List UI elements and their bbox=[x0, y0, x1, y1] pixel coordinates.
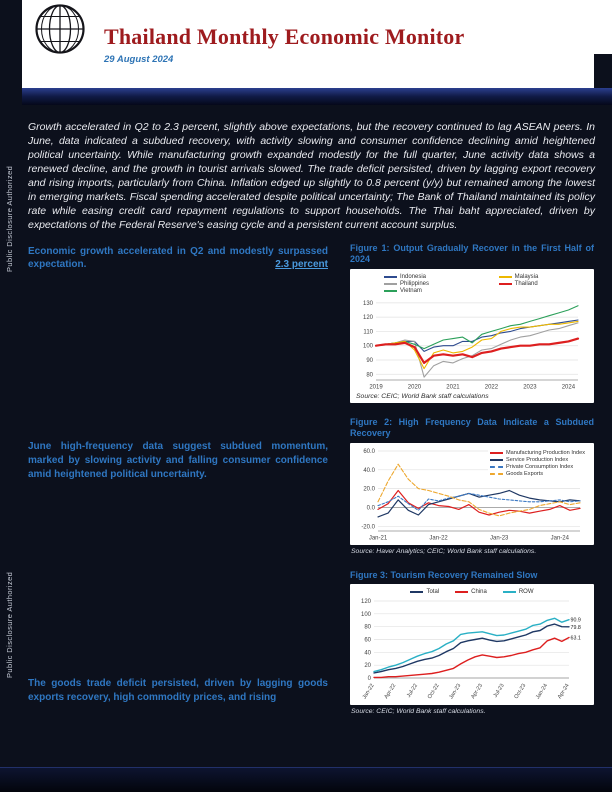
svg-text:2019: 2019 bbox=[369, 384, 383, 391]
legend-item-goods-exports bbox=[490, 471, 585, 477]
svg-text:Apr-24: Apr-24 bbox=[556, 683, 571, 701]
figure-3-plot bbox=[354, 596, 590, 703]
figure-3-source: Source: CEIC; World Bank staff calculations. bbox=[351, 708, 486, 716]
world-bank-logo bbox=[34, 3, 86, 60]
header-divider-bar bbox=[22, 88, 612, 105]
legend-item-total bbox=[410, 589, 439, 595]
legend-item-thailand bbox=[499, 281, 590, 287]
figure-1-legend bbox=[354, 272, 590, 296]
svg-text:2022: 2022 bbox=[484, 384, 499, 391]
legend-label: Philippines bbox=[400, 280, 430, 287]
figure-2 bbox=[350, 417, 594, 556]
svg-text:100: 100 bbox=[360, 612, 371, 619]
legend-swatch bbox=[384, 283, 397, 285]
svg-text:Jul-23: Jul-23 bbox=[492, 683, 506, 700]
legend-label: Total bbox=[426, 589, 440, 596]
figure-1-card bbox=[350, 269, 594, 403]
legend-item-service-production-index bbox=[490, 457, 585, 463]
figure-3 bbox=[350, 570, 594, 717]
svg-text:Oct-22: Oct-22 bbox=[426, 683, 441, 701]
page-title: Thailand Monthly Economic Monitor bbox=[104, 24, 465, 49]
svg-text:120: 120 bbox=[362, 314, 373, 321]
svg-text:Jan-22: Jan-22 bbox=[429, 535, 448, 542]
svg-text:0.0: 0.0 bbox=[366, 505, 375, 512]
legend-swatch bbox=[384, 276, 397, 278]
figure-3-legend bbox=[354, 587, 590, 596]
svg-text:2021: 2021 bbox=[446, 384, 460, 391]
series-end-label: 63.1 bbox=[570, 635, 581, 642]
svg-text:40.0: 40.0 bbox=[363, 467, 375, 474]
figure-1 bbox=[350, 243, 594, 403]
figure-3-card bbox=[350, 584, 594, 705]
figure-1-title: Figure 1: Output Gradually Recover in the First Half of 2024 bbox=[350, 242, 594, 265]
legend-swatch bbox=[490, 466, 503, 468]
svg-text:-20.0: -20.0 bbox=[361, 524, 375, 531]
legend-label: China bbox=[471, 589, 487, 596]
header-corner-block bbox=[594, 54, 612, 88]
svg-text:Jan-24: Jan-24 bbox=[535, 683, 550, 701]
svg-text:Jan-23: Jan-23 bbox=[448, 683, 463, 701]
header-text-block bbox=[104, 24, 464, 65]
svg-text:20: 20 bbox=[364, 663, 371, 670]
svg-text:90: 90 bbox=[366, 357, 373, 364]
legend-label: Private Consumption Index bbox=[506, 463, 574, 470]
svg-text:Jan-24: Jan-24 bbox=[550, 535, 569, 542]
disclosure-sidebar-text: Public Disclosure Authorized bbox=[5, 571, 14, 678]
growth-rate-link[interactable]: 2.3 percent bbox=[275, 259, 328, 271]
summary-high-frequency: June high-frequency data suggest subdued momentum, marked by slowing activity and falling consumer confidence amid heightened political uncertainty. bbox=[28, 441, 328, 480]
figure-2-legend bbox=[488, 449, 587, 478]
legend-item-manufacturing-production-index bbox=[490, 450, 585, 456]
svg-text:40: 40 bbox=[364, 650, 371, 657]
svg-text:120: 120 bbox=[360, 599, 371, 606]
page-content bbox=[0, 105, 612, 717]
legend-item-china bbox=[455, 589, 487, 595]
summary-trade-deficit: The goods trade deficit persisted, driven by lagging goods exports recovery, high commodity prices, and rising bbox=[28, 678, 328, 704]
chart-canvas bbox=[354, 296, 586, 392]
document-header bbox=[22, 0, 612, 88]
legend-item-indonesia bbox=[384, 274, 481, 280]
svg-text:0: 0 bbox=[367, 676, 371, 683]
legend-item-malaysia bbox=[499, 274, 590, 280]
svg-text:20.0: 20.0 bbox=[363, 486, 375, 493]
legend-label: Vietnam bbox=[400, 287, 422, 294]
legend-label: Indonesia bbox=[400, 273, 427, 280]
disclosure-sidebar-text: Public Disclosure Authorized bbox=[5, 165, 14, 272]
svg-text:Jan-21: Jan-21 bbox=[368, 535, 388, 542]
legend-item-row bbox=[503, 589, 534, 595]
series-end-label: 90.9 bbox=[570, 618, 581, 625]
legend-item-private-consumption-index bbox=[490, 464, 585, 470]
legend-swatch bbox=[503, 591, 516, 593]
legend-label: Malaysia bbox=[514, 273, 539, 280]
publication-date: 29 August 2024 bbox=[104, 54, 174, 65]
svg-text:Apr-22: Apr-22 bbox=[383, 683, 398, 701]
legend-swatch bbox=[410, 591, 423, 593]
svg-text:80: 80 bbox=[366, 371, 373, 378]
figure-3-title: Figure 3: Tourism Recovery Remained Slow bbox=[350, 569, 538, 580]
series-manufacturing-production-index bbox=[378, 490, 580, 515]
svg-text:110: 110 bbox=[363, 328, 373, 335]
svg-text:Jan-23: Jan-23 bbox=[490, 535, 509, 542]
figure-1-source: Source: CEIC; World Bank staff calculations bbox=[356, 392, 489, 400]
svg-text:Jul-22: Jul-22 bbox=[406, 683, 420, 700]
legend-label: Thailand bbox=[514, 280, 538, 287]
figures-column bbox=[350, 243, 594, 717]
chart-canvas bbox=[354, 596, 586, 703]
svg-text:2024: 2024 bbox=[561, 384, 576, 391]
summary-growth-text: Economic growth accelerated in Q2 and modestly surpassed expectation. bbox=[28, 245, 328, 271]
svg-text:Jan-22: Jan-22 bbox=[361, 683, 376, 701]
svg-text:Oct-23: Oct-23 bbox=[513, 683, 528, 701]
svg-text:100: 100 bbox=[362, 343, 373, 350]
legend-item-philippines bbox=[384, 281, 481, 287]
svg-text:2020: 2020 bbox=[407, 384, 422, 391]
legend-swatch bbox=[490, 452, 503, 454]
figure-2-card bbox=[350, 443, 594, 545]
legend-label: ROW bbox=[518, 589, 534, 596]
globe-icon bbox=[34, 3, 86, 55]
svg-text:Apr-23: Apr-23 bbox=[470, 683, 485, 701]
figure-1-plot bbox=[354, 296, 590, 392]
svg-text:80: 80 bbox=[364, 625, 371, 632]
series-row bbox=[374, 619, 569, 672]
legend-swatch bbox=[455, 591, 468, 593]
two-column-layout bbox=[28, 243, 595, 717]
svg-text:60: 60 bbox=[364, 637, 371, 644]
intro-paragraph: Growth accelerated in Q2 to 2.3 percent, slightly above expectations, but the recovery continued to lag ASEAN peers. In June, data indicated a subdued recovery, with activity slowing and consumer confidence declining amid heightened political uncertainty. While manufacturing growth expanded modestly for the full quarter, June activity data shows a renewed decline, and the growth in tourist arrivals slowed. The trade deficit persisted, driven by lagging export recovery and rising imports, particularly from China. Inflation edged up slightly to 0.8 percent (y/y) but remained among the lowest in emerging markets. Fiscal spending accelerated despite political uncertainty; The Bank of Thailand maintained its policy rate while easing credit card repayment regulations to support households. The Thai baht appreciated, driven by expectations of the Federal Reserve's easing cycle and a persistent current account surplus. bbox=[28, 121, 595, 232]
commentary-column bbox=[28, 243, 328, 706]
legend-label: Goods Exports bbox=[506, 470, 544, 477]
svg-text:2023: 2023 bbox=[523, 384, 537, 391]
summary-growth bbox=[28, 245, 328, 273]
legend-label: Service Production Index bbox=[506, 456, 569, 463]
footer-bar bbox=[0, 767, 612, 792]
series-china bbox=[374, 638, 569, 678]
series-end-label: 79.8 bbox=[570, 625, 581, 632]
legend-swatch bbox=[499, 283, 512, 285]
svg-text:60.0: 60.0 bbox=[363, 448, 375, 455]
legend-swatch bbox=[490, 459, 503, 461]
legend-swatch bbox=[490, 473, 503, 475]
figure-2-title: Figure 2: High Frequency Data Indicate a Subdued Recovery bbox=[350, 416, 594, 439]
legend-label: Manufacturing Production Index bbox=[506, 449, 585, 456]
series-philippines bbox=[376, 322, 578, 376]
figure-2-source: Source: Haver Analytics; CEIC; World Bank staff calculations. bbox=[351, 547, 537, 555]
legend-item-vietnam bbox=[384, 288, 481, 294]
legend-swatch bbox=[384, 290, 397, 292]
svg-text:130: 130 bbox=[362, 300, 373, 307]
legend-swatch bbox=[499, 276, 512, 278]
